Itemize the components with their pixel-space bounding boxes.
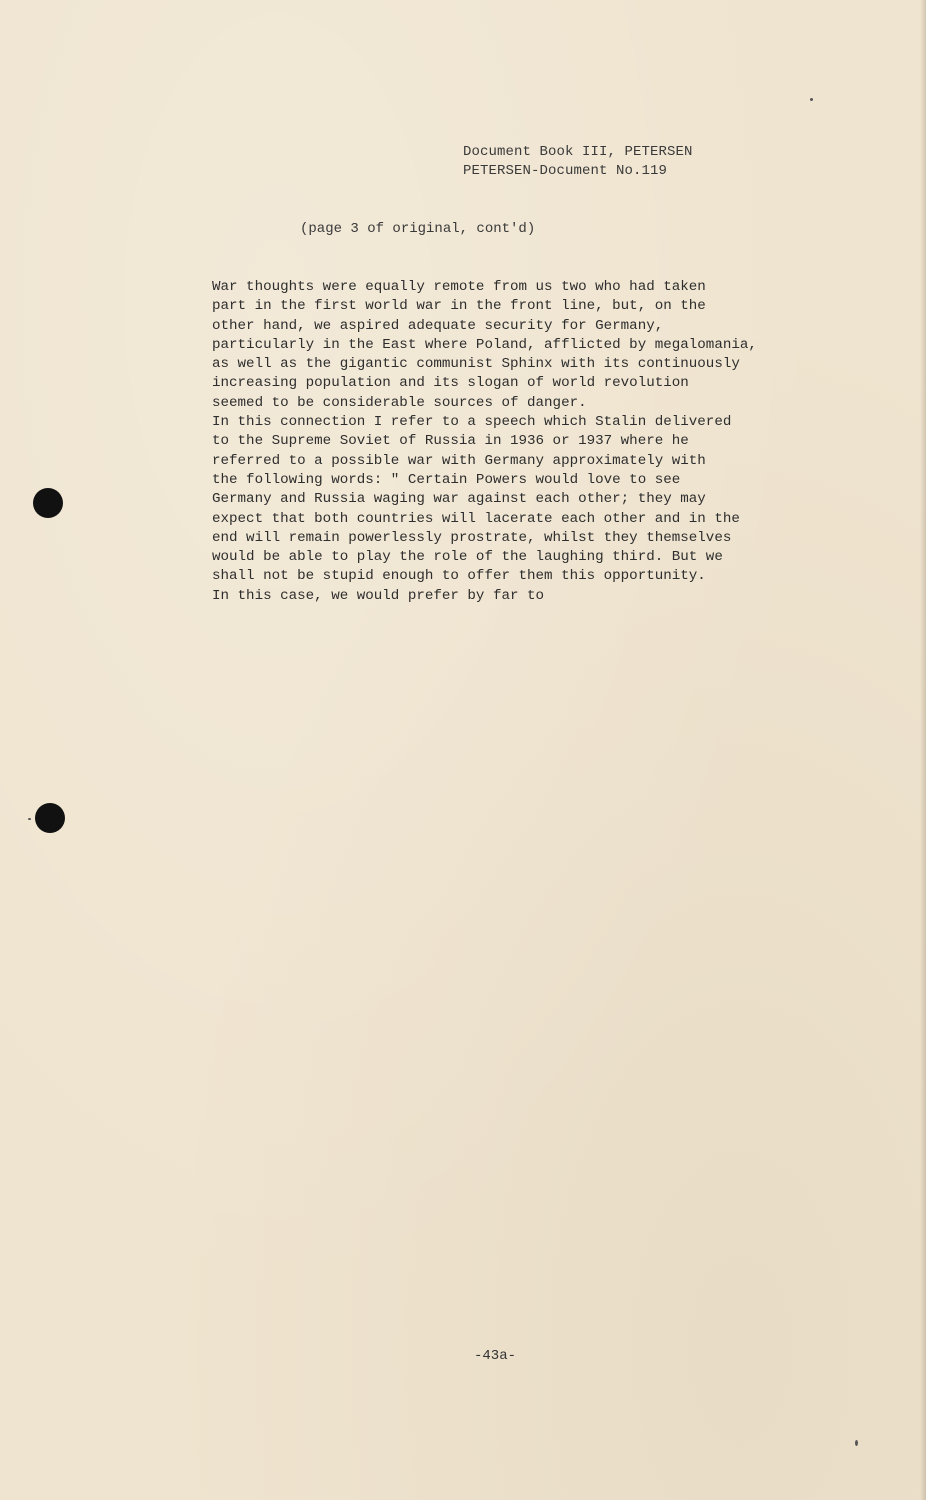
page-edge-shadow xyxy=(920,0,926,1500)
paper-speck xyxy=(855,1440,858,1446)
body-line: expect that both countries will lacerate each other and in the xyxy=(212,510,740,527)
body-line: referred to a possible war with Germany approximately with xyxy=(212,452,706,469)
body-line: In this case, we would prefer by far to xyxy=(212,587,545,604)
page-number: -43a- xyxy=(474,1348,517,1364)
body-line: particularly in the East where Poland, afflicted by megalomania, xyxy=(212,336,757,353)
body-line: as well as the gigantic communist Sphinx with its continuously xyxy=(212,356,740,373)
paper-speck xyxy=(810,98,813,101)
punch-hole-top xyxy=(33,488,63,518)
body-line: would be able to play the role of the laughing third. But we xyxy=(212,549,723,566)
body-line: increasing population and its slogan of world revolution xyxy=(212,375,689,392)
body-line: the following words: " Certain Powers would love to see xyxy=(212,471,681,488)
paper-speck xyxy=(28,818,31,820)
document-header xyxy=(463,143,693,181)
body-line: shall not be stupid enough to offer them this opportunity. xyxy=(212,568,706,585)
body-line: In this connection I refer to a speech which Stalin delivered xyxy=(212,414,732,431)
body-line: seemed to be considerable sources of danger. xyxy=(212,394,587,411)
body-line: part in the first world war in the front line, but, on the xyxy=(212,298,706,315)
body-line: Germany and Russia waging war against each other; they may xyxy=(212,491,706,508)
header-book-line: Document Book III, PETERSEN xyxy=(463,144,693,160)
body-line: War thoughts were equally remote from us two who had taken xyxy=(212,279,706,295)
punch-hole-bottom xyxy=(35,803,65,833)
page-reference: (page 3 of original, cont'd) xyxy=(300,221,536,237)
body-line: end will remain powerlessly prostrate, whilst they themselves xyxy=(212,529,732,546)
body-text xyxy=(212,278,852,606)
body-line: other hand, we aspired adequate security for Germany, xyxy=(212,317,664,334)
header-document-line: PETERSEN-Document No.119 xyxy=(463,163,668,179)
body-line: to the Supreme Soviet of Russia in 1936 or 1937 where he xyxy=(212,433,689,450)
